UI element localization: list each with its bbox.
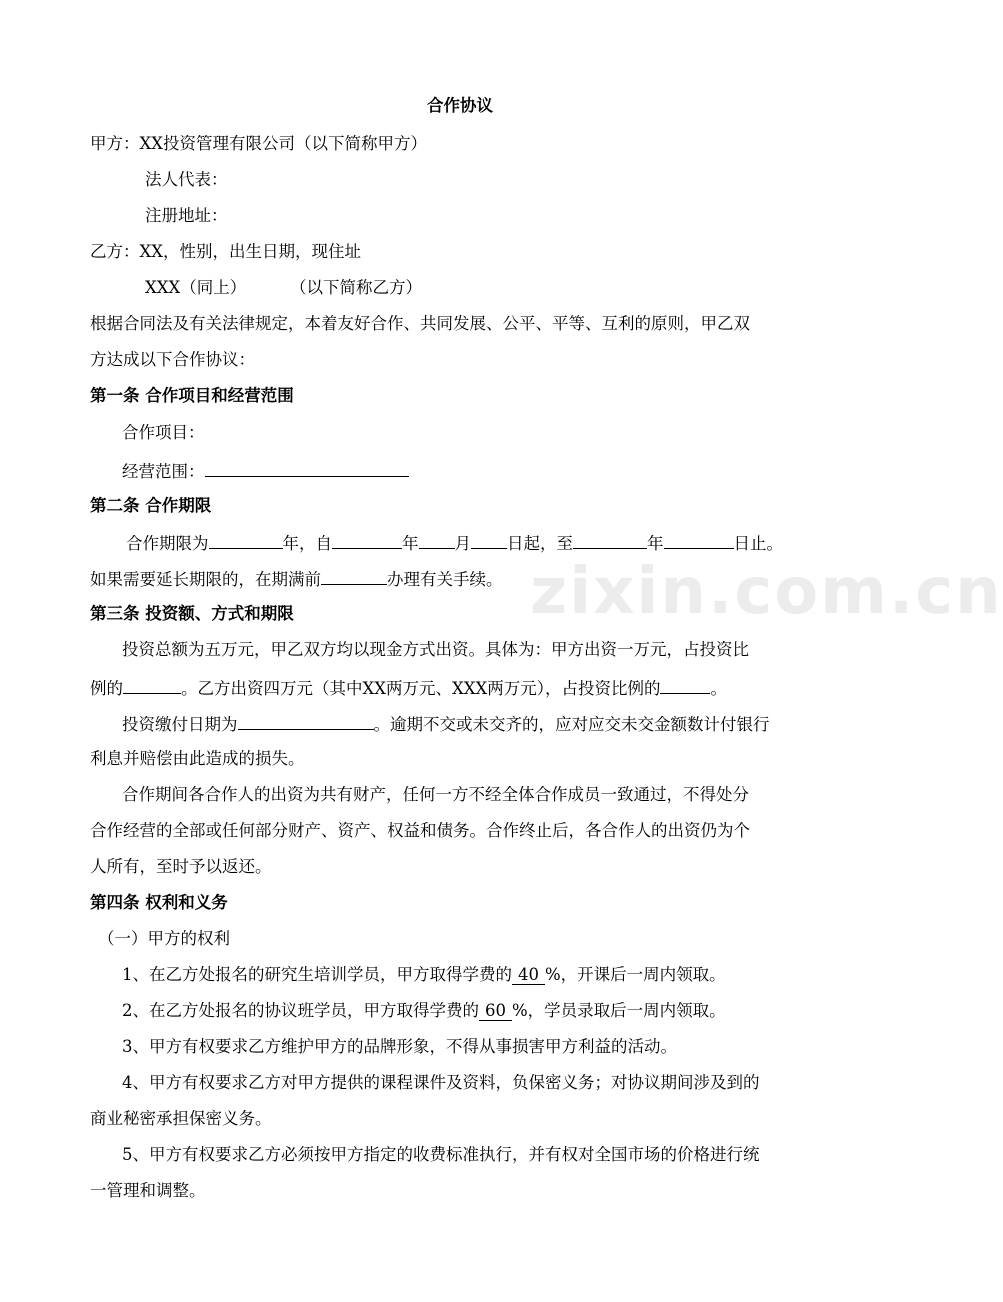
- start-year-blank: [332, 531, 402, 549]
- extension-text: 办理有关手续。: [387, 570, 503, 589]
- article-4-item-4-line-1: 4、甲方有权要求乙方对甲方提供的课程课件及资料，负保密义务；对协议期间涉及到的: [122, 1073, 760, 1092]
- article-4-item-5-line-2: 一管理和调整。: [90, 1181, 206, 1200]
- scope-label: 经营范围：: [122, 462, 205, 481]
- article-3-para-3-line-1: 合作期间各合作人的出资为共有财产，任何一方不经全体合作成员一致通过，不得处分: [122, 785, 749, 804]
- article-3-para-3-line-2: 合作经营的全部或任何部分财产、资产、权益和债务。合作终止后，各合作人的出资仍为个: [90, 821, 750, 840]
- extension-blank: [321, 567, 387, 585]
- article-4-heading: 第四条 权利和义务: [90, 893, 228, 912]
- preamble-line-1: 根据合同法及有关法律规定，本着友好合作、共同发展、公平、平等、互利的原则，甲乙双: [90, 314, 750, 333]
- party-a-line: 甲方：XX投资管理有限公司（以下简称甲方）: [90, 134, 427, 153]
- party-a-address: 注册地址：: [145, 206, 228, 225]
- item-1-percent: 40: [512, 965, 545, 985]
- article-4-item-3: 3、甲方有权要求乙方维护甲方的品牌形象，不得从事损害甲方利益的活动。: [122, 1037, 677, 1056]
- item-1-text: %，开课后一周内领取。: [545, 965, 726, 984]
- article-4-item-2: [122, 1000, 726, 1022]
- article-2-extension-line: [90, 567, 503, 591]
- article-1-scope: [122, 459, 409, 483]
- item-2-text: %，学员录取后一周内领取。: [512, 1001, 726, 1020]
- payment-date-blank: [238, 712, 374, 730]
- extension-text: 如果需要延长期限的，在期满前: [90, 570, 321, 589]
- article-4-subheading: （一）甲方的权利: [98, 929, 230, 948]
- end-year-blank: [573, 531, 647, 549]
- item-2-percent: 60: [479, 1001, 512, 1021]
- term-text: 月: [454, 534, 471, 553]
- article-3-para-3-line-3: 人所有，至时予以返还。: [90, 857, 272, 876]
- article-3-para-2-line-2: 利息并赔偿由此造成的损失。: [90, 749, 305, 768]
- term-text: 日起，至: [507, 534, 573, 553]
- party-b-line: 乙方：XX，性别，出生日期，现住址: [90, 242, 361, 261]
- term-text: 日止。: [733, 534, 783, 553]
- ratio-text: 例的: [90, 679, 123, 698]
- document-title: 合作协议: [427, 96, 493, 115]
- payment-text: 投资缴付日期为: [122, 715, 238, 734]
- article-1-project: 合作项目：: [122, 423, 205, 442]
- article-1-heading: 第一条 合作项目和经营范围: [90, 386, 294, 405]
- item-2-text: 2、在乙方处报名的协议班学员，甲方取得学费的: [122, 1001, 479, 1020]
- ratio-text: 。乙方出资四万元（其中XX两万元、XXX两万元），占投资比例的: [181, 679, 661, 698]
- party-a-ratio-blank: [123, 676, 181, 694]
- article-3-para-2-line-1: [122, 712, 770, 736]
- article-4-item-5-line-1: 5、甲方有权要求乙方必须按甲方指定的收费标准执行，并有权对全国市场的价格进行统: [122, 1145, 760, 1164]
- article-3-para-1-line-1: 投资总额为五万元，甲乙双方均以现金方式出资。具体为：甲方出资一万元，占投资比: [122, 640, 749, 659]
- party-b-alias: （以下简称乙方）: [290, 278, 422, 297]
- article-4-item-4-line-2: 商业秘密承担保密义务。: [90, 1109, 272, 1128]
- watermark: zixin.com.cn: [530, 555, 1003, 629]
- term-text: 年，自: [282, 534, 332, 553]
- party-a-representative: 法人代表：: [145, 170, 228, 189]
- scope-blank: [205, 459, 409, 477]
- ratio-text: 。: [710, 679, 727, 698]
- start-day-blank: [471, 531, 507, 549]
- article-3-heading: 第三条 投资额、方式和期限: [90, 604, 294, 623]
- party-b-name: XXX（同上）: [145, 278, 247, 297]
- item-1-text: 1、在乙方处报名的研究生培训学员，甲方取得学费的: [122, 965, 512, 984]
- article-4-item-1: [122, 964, 726, 986]
- start-month-blank: [419, 531, 455, 549]
- term-text: 年: [647, 534, 664, 553]
- term-text: 年: [402, 534, 419, 553]
- term-years-blank: [209, 531, 283, 549]
- preamble-line-2: 方达成以下合作协议：: [90, 350, 255, 369]
- party-b-ratio-blank: [660, 676, 710, 694]
- end-day-blank: [664, 531, 734, 549]
- article-2-heading: 第二条 合作期限: [90, 496, 212, 515]
- term-text: 合作期限为: [126, 534, 209, 553]
- payment-text: 。逾期不交或未交齐的，应对应交未交金额数计付银行: [373, 715, 770, 734]
- article-3-para-1-line-2: [90, 676, 727, 700]
- article-2-term-line: [126, 531, 783, 555]
